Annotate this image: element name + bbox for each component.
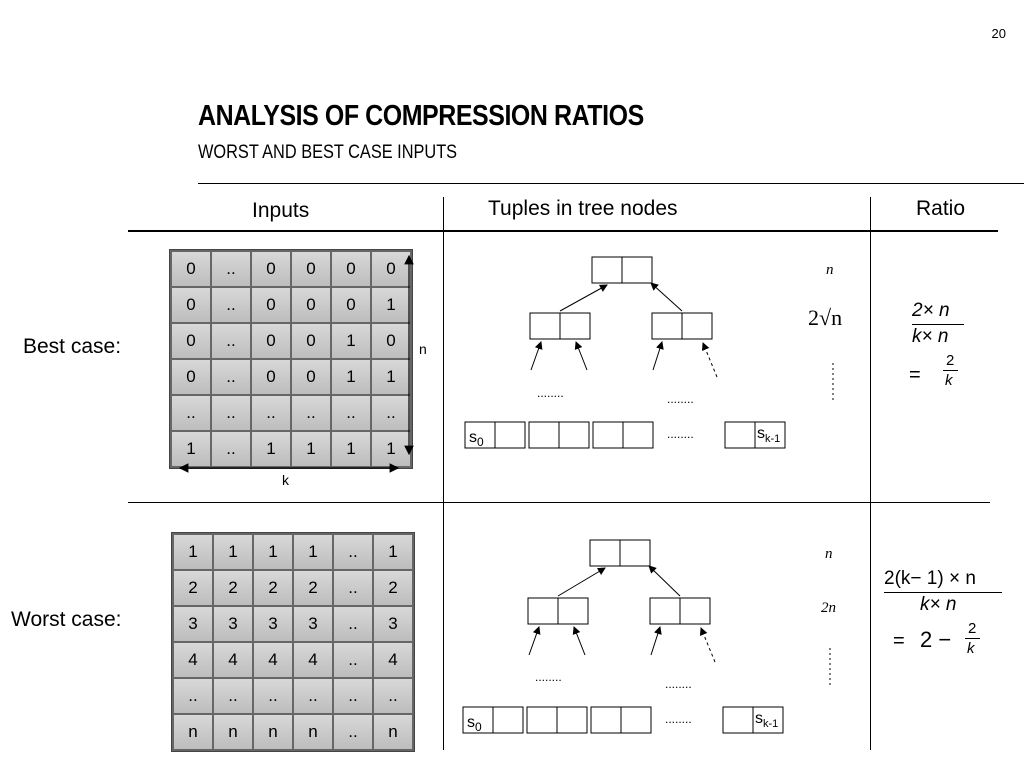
left-child-node bbox=[530, 313, 590, 339]
worst-grid-cell: 1 bbox=[374, 535, 412, 569]
best-grid-cell: 0 bbox=[252, 288, 290, 322]
svg-text:........: ........ bbox=[665, 677, 692, 691]
worst-grid-cell: 3 bbox=[214, 607, 252, 641]
best-result-denominator: k bbox=[945, 372, 953, 389]
worst-grid-cell: 3 bbox=[254, 607, 292, 641]
column-divider-1 bbox=[443, 197, 444, 750]
worst-grid-cell: 4 bbox=[294, 643, 332, 677]
best-grid-cell: 0 bbox=[172, 360, 210, 394]
worst-tree-diagram bbox=[455, 528, 865, 743]
worst-grid-cell: 4 bbox=[254, 643, 292, 677]
svg-text:........: ........ bbox=[537, 386, 564, 400]
right-child-node bbox=[652, 313, 712, 339]
left-child-node bbox=[528, 598, 588, 624]
best-grid-cell: 1 bbox=[172, 432, 210, 466]
svg-text:........: ........ bbox=[667, 392, 694, 406]
worst-grid-cell: 2 bbox=[174, 571, 212, 605]
worst-level-label-top: n bbox=[825, 546, 833, 562]
best-grid-cell: .. bbox=[212, 324, 250, 358]
worst-grid-cell: .. bbox=[254, 679, 292, 713]
worst-grid-cell: n bbox=[294, 715, 332, 749]
best-ratio-numerator: 2× n bbox=[912, 300, 950, 321]
best-grid-cell: 1 bbox=[292, 432, 330, 466]
worst-grid-cell: 2 bbox=[254, 571, 292, 605]
svg-text:........: ........ bbox=[667, 427, 694, 441]
worst-grid-cell: 1 bbox=[294, 535, 332, 569]
worst-ratio-equals: = bbox=[893, 630, 905, 652]
best-grid-cell: 1 bbox=[332, 360, 370, 394]
header-rule bbox=[128, 230, 998, 232]
worst-grid-cell: 1 bbox=[254, 535, 292, 569]
worst-grid-cell: 2 bbox=[294, 571, 332, 605]
best-grid-cell: 0 bbox=[172, 252, 210, 286]
best-grid-cell: 1 bbox=[332, 324, 370, 358]
best-grid-cell: 1 bbox=[372, 432, 410, 466]
page-number: 20 bbox=[991, 26, 1006, 41]
best-grid-cell: .. bbox=[212, 252, 250, 286]
worst-grid-cell: n bbox=[214, 715, 252, 749]
best-grid-cell: 1 bbox=[252, 432, 290, 466]
svg-text:........: ........ bbox=[535, 670, 562, 684]
best-grid-cell: .. bbox=[212, 288, 250, 322]
worst-case-label: Worst case: bbox=[11, 608, 122, 631]
best-result-bar bbox=[943, 370, 958, 371]
best-level-label-top: n bbox=[826, 262, 834, 278]
best-ratio-bar bbox=[912, 324, 964, 325]
worst-grid-cell: 1 bbox=[214, 535, 252, 569]
slide-subtitle: WORST AND BEST CASE INPUTS bbox=[198, 142, 458, 163]
leaf-first-label: $s_0$ bbox=[469, 429, 484, 449]
worst-grid-cell: n bbox=[254, 715, 292, 749]
column-divider-2 bbox=[870, 197, 871, 750]
worst-grid-cell: .. bbox=[334, 607, 372, 641]
worst-result-bar bbox=[965, 638, 980, 639]
best-grid-cell: .. bbox=[332, 396, 370, 430]
worst-grid-cell: 2 bbox=[374, 571, 412, 605]
worst-grid-cell: .. bbox=[334, 643, 372, 677]
worst-level-label-mid: 2n bbox=[821, 600, 836, 616]
title-divider bbox=[198, 183, 1024, 184]
worst-grid-cell: .. bbox=[174, 679, 212, 713]
leaf-row bbox=[465, 422, 785, 448]
best-grid-cell: 1 bbox=[372, 360, 410, 394]
worst-grid-cell: 2 bbox=[214, 571, 252, 605]
header-tuples: Tuples in tree nodes bbox=[488, 197, 678, 220]
leaf-last-label: $s_{k-1}$ bbox=[755, 710, 779, 730]
worst-ratio-denominator: k× n bbox=[920, 594, 957, 615]
best-ratio-equals: = bbox=[909, 364, 921, 386]
leaf-row bbox=[463, 707, 783, 733]
row-divider bbox=[128, 502, 990, 503]
worst-grid-cell: 3 bbox=[294, 607, 332, 641]
worst-grid-cell: .. bbox=[294, 679, 332, 713]
root-node bbox=[592, 257, 652, 283]
svg-text:........: ........ bbox=[665, 712, 692, 726]
best-grid-cell: 0 bbox=[372, 324, 410, 358]
best-ratio-denominator: k× n bbox=[912, 326, 949, 347]
worst-ratio-two-minus: 2 − bbox=[920, 627, 952, 652]
worst-grid-cell: .. bbox=[214, 679, 252, 713]
best-grid-cell: .. bbox=[252, 396, 290, 430]
worst-ratio-numerator: 2(k− 1) × n bbox=[884, 568, 976, 589]
best-grid-cell: .. bbox=[212, 360, 250, 394]
worst-grid-cell: .. bbox=[374, 679, 412, 713]
best-case-label: Best case: bbox=[23, 335, 122, 358]
best-grid-cell: 0 bbox=[332, 252, 370, 286]
best-grid-cell: 0 bbox=[172, 324, 210, 358]
best-tree-diagram bbox=[455, 245, 865, 460]
best-dimension-arrows bbox=[170, 248, 430, 493]
width-label: k bbox=[282, 472, 289, 488]
worst-ratio-bar bbox=[884, 592, 1002, 593]
best-grid-cell: 0 bbox=[332, 288, 370, 322]
worst-grid-cell: 4 bbox=[174, 643, 212, 677]
best-grid-cell: 0 bbox=[172, 288, 210, 322]
best-grid-cell: 0 bbox=[372, 252, 410, 286]
worst-grid-cell: n bbox=[174, 715, 212, 749]
worst-grid-cell: 4 bbox=[214, 643, 252, 677]
best-level-label-mid: 2√n bbox=[808, 305, 843, 330]
best-grid-cell: .. bbox=[292, 396, 330, 430]
best-result-numerator: 2 bbox=[946, 352, 955, 369]
best-grid-cell: 1 bbox=[332, 432, 370, 466]
best-grid-cell: .. bbox=[212, 432, 250, 466]
best-grid-cell: 0 bbox=[292, 288, 330, 322]
worst-grid-cell: 3 bbox=[174, 607, 212, 641]
best-grid-cell: 0 bbox=[292, 252, 330, 286]
best-grid-cell: 0 bbox=[292, 360, 330, 394]
best-grid-cell: .. bbox=[372, 396, 410, 430]
leaf-first-label: $s_0$ bbox=[467, 714, 482, 734]
worst-result-numerator: 2 bbox=[968, 620, 977, 637]
best-grid-cell: 0 bbox=[292, 324, 330, 358]
root-node bbox=[590, 540, 650, 566]
worst-grid-cell: .. bbox=[334, 679, 372, 713]
worst-grid-cell: .. bbox=[334, 571, 372, 605]
worst-grid-cell: 3 bbox=[374, 607, 412, 641]
right-child-node bbox=[650, 598, 710, 624]
best-grid-cell: .. bbox=[212, 396, 250, 430]
worst-case-grid bbox=[172, 533, 414, 751]
slide-title: ANALYSIS OF COMPRESSION RATIOS bbox=[198, 100, 644, 132]
worst-result-denominator: k bbox=[967, 640, 975, 657]
worst-grid-cell: 1 bbox=[174, 535, 212, 569]
worst-grid-cell: 4 bbox=[374, 643, 412, 677]
best-grid-cell: 0 bbox=[252, 252, 290, 286]
best-grid-cell: 0 bbox=[252, 324, 290, 358]
leaf-last-label: $s_{k-1}$ bbox=[757, 425, 781, 445]
worst-grid-cell: .. bbox=[334, 715, 372, 749]
worst-grid-cell: n bbox=[374, 715, 412, 749]
worst-grid-cell: .. bbox=[334, 535, 372, 569]
best-grid-cell: 1 bbox=[372, 288, 410, 322]
height-label: n bbox=[419, 341, 427, 357]
header-inputs: Inputs bbox=[252, 199, 310, 222]
header-ratio: Ratio bbox=[916, 197, 966, 220]
best-grid-cell: .. bbox=[172, 396, 210, 430]
best-grid-cell: 0 bbox=[252, 360, 290, 394]
